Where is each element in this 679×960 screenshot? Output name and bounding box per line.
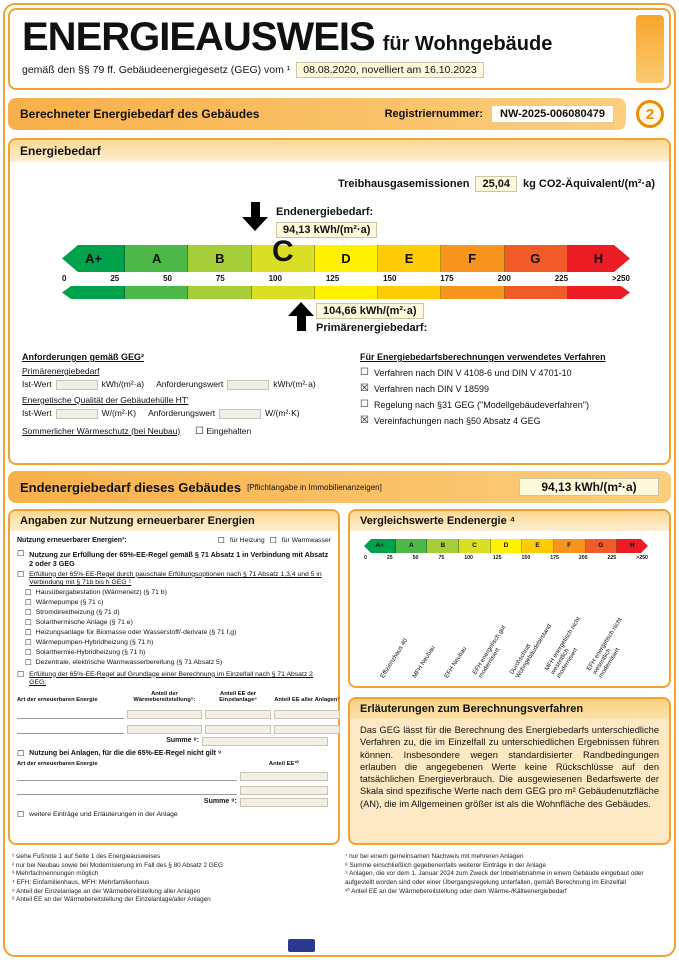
- checkbox-icon[interactable]: ☐: [17, 748, 25, 758]
- ee-single-field[interactable]: [205, 710, 271, 719]
- renewable-option[interactable]: [25, 639, 331, 647]
- ee-table-row: [17, 722, 331, 734]
- ee-all-field[interactable]: [274, 725, 340, 734]
- requirements-column: [22, 352, 337, 437]
- primary-requirement-heading: Primärenergiebedarf: [22, 366, 100, 376]
- checkbox-icon[interactable]: ☐: [17, 810, 25, 820]
- ghg-unit: kg CO2-Äquivalent/(m²·a): [522, 178, 655, 190]
- explanation-title: Erläuterungen zum Berechnungsverfahren: [360, 703, 584, 715]
- explanation-body: Das GEG lässt für die Berechnung des Energiebedarfs unterschiedliche Verfahren zu, die im Einzelfall zu unterschiedlichen Ergebnissen führen können. Insbesondere wegen standardisierter Randbedingungen erlauben die angegebenen Werte keine Rückschlüsse auf den tatsächlichen Energieverbrauch. Die ausgewiesenen Bedarfswerte der Skala sind spezifische Werte nach dem GEG pro m² Gebäudenutzfläche (AN), die im Allgemeinen größer ist als die Wohnfläche des Gebäudes.: [360, 725, 659, 809]
- option-label: Regelung nach §31 GEG ("Modellgebäudeverfahren"): [373, 400, 589, 410]
- option-label: Solarthermische Anlage (§ 71 e): [35, 619, 133, 627]
- energy-type-field[interactable]: [17, 784, 237, 795]
- energy-type-field[interactable]: [17, 708, 124, 719]
- ghg-value: 25,04: [475, 176, 517, 192]
- energy-scale: [62, 234, 630, 272]
- checkbox-icon[interactable]: ☐: [217, 536, 225, 546]
- energy-type-field[interactable]: [17, 770, 237, 781]
- ee-table-sum-row: [17, 737, 331, 746]
- checkbox-icon[interactable]: ☐: [25, 648, 32, 658]
- explanation-header: [350, 699, 669, 719]
- unit-label: W/(m²·K): [101, 407, 137, 418]
- section-renewables: [8, 509, 340, 845]
- class-f: F: [468, 251, 477, 266]
- notgilt-label: Nutzung bei Anlagen, für die die 65%-EE-Regel nicht gilt ⁹: [29, 749, 222, 757]
- renewables-title: Angaben zur Nutzung erneuerbarer Energien: [20, 515, 255, 527]
- ist-label: Ist-Wert: [22, 407, 52, 418]
- footnotes-right: [345, 853, 667, 896]
- law-date: 08.08.2020, novelliert am 16.10.2023: [296, 62, 483, 78]
- pauschal-label: Erfüllung der 65%-EE-Regel durch pauschale Erfüllungsoptionen nach § 71 Absatz 1,3,4 und 5 in Verbindung mit § 71b bis h GEG ⁵: [29, 570, 322, 587]
- option-label: Vereinfachungen nach §50 Absatz 4 GEG: [373, 416, 541, 426]
- class-c-current: C: [272, 234, 294, 268]
- ee-table-header: [17, 690, 340, 704]
- comparison-header: [350, 511, 669, 531]
- page-title: ENERGIEAUSWEIS: [22, 15, 375, 59]
- ist-ht-field[interactable]: [56, 409, 98, 419]
- primary-energy-scale: [62, 286, 630, 299]
- rule65-option[interactable]: [17, 550, 331, 568]
- comparison-title: Vergleichswerte Endenergie ⁴: [360, 515, 516, 527]
- ee-table-row: [17, 707, 331, 719]
- comparison-label: MFH energetisch nicht wesentlich modernisiert: [543, 615, 583, 680]
- registration-bar: [8, 98, 626, 130]
- checkbox-icon[interactable]: ☐: [25, 588, 32, 598]
- anforderung-ht-field[interactable]: [219, 409, 261, 419]
- method-option[interactable]: [360, 416, 660, 426]
- renewable-option[interactable]: [25, 629, 331, 637]
- endenergie-bar: [8, 471, 671, 503]
- sum-label: Summe ⁸:: [166, 737, 200, 744]
- footnote: ⁸ Summe einschließlich gegebenenfalls weiterer Einträge in der Anlage: [345, 861, 546, 869]
- class-g: G: [530, 251, 541, 266]
- endenergie-bar-note: [Pflichtangabe in Immobilienanzeigen]: [247, 482, 382, 492]
- ee-all-field[interactable]: [274, 710, 340, 719]
- option-label: Verfahren nach DIN V 18599: [373, 384, 490, 394]
- weitere-label: weitere Einträge und Erläuterungen in der Anlage: [29, 811, 178, 819]
- renewable-option[interactable]: [25, 609, 331, 617]
- col-energy-type: Art der erneuerbaren Energie: [17, 697, 98, 704]
- renewables-header: [10, 511, 338, 531]
- summer-checkbox-icon[interactable]: ☐: [195, 425, 204, 437]
- primaerenergie-value: 104,66 kWh/(m²·a): [316, 303, 424, 319]
- checkbox-icon[interactable]: ☐: [17, 569, 25, 579]
- primaerenergie-label: Primärenergiebedarf:: [316, 322, 428, 334]
- registration-number: NW-2025-006080479: [491, 105, 614, 123]
- ee-share-field[interactable]: [240, 772, 328, 781]
- ee-table2-row: [17, 783, 331, 795]
- checkbox-icon[interactable]: ☐: [25, 608, 32, 618]
- ee-share-field[interactable]: [240, 786, 328, 795]
- ee-table2-sum-row: [17, 798, 331, 807]
- page-number-badge: 2: [636, 100, 664, 128]
- footnotes-left: [12, 853, 334, 905]
- endenergie-arrow-icon: [242, 202, 268, 231]
- registration-label: Registriernummer:: [384, 108, 484, 120]
- energy-scale-ticks: 0 25 50 75 100 125 150 175 200 225 >250: [62, 274, 630, 283]
- footnote: ¹⁰ Anteil EE an der Wärmebereitstellung oder dem Wärme-/Kälteenergiebedarf: [345, 887, 567, 895]
- method-option[interactable]: [360, 368, 660, 378]
- heat-share-field[interactable]: [127, 710, 202, 719]
- einzelfall-label: Erfüllung der 65%-EE-Regel auf Grundlage einer Berechnung im Einzelfall nach § 71 Absatz 2 GEG:: [29, 670, 313, 687]
- col-ee-share: Anteil EE¹⁰: [268, 760, 299, 767]
- renewable-option[interactable]: [25, 619, 331, 627]
- envelope-heading: Energetische Qualität der Gebäudehülle HT': [22, 394, 189, 405]
- comparison-scale-ticks: 0 25 50 75 100 125 150 175 200 225 >250: [364, 555, 648, 561]
- option-label: Stromdirektheizung (§ 71 d): [35, 609, 120, 617]
- col-ee-all: Anteil EE aller Anlagen⁷: [274, 697, 340, 704]
- footnote: ⁶ Anteil EE an der Wärmebereitstellung der Einzelanlage/aller Anlagen: [12, 896, 211, 904]
- class-e: E: [404, 251, 414, 266]
- ist-value-field[interactable]: [56, 380, 98, 390]
- comparison-label: EFH energetisch gut modernisiert: [471, 624, 508, 680]
- unit-label: kWh/(m²·a): [273, 379, 316, 389]
- comparison-label: Durchschnitt Wohngebäudebestand: [508, 623, 554, 680]
- checkbox-icon[interactable]: ☐: [25, 658, 32, 668]
- endenergie-value: 94,13 kWh/(m²·a): [276, 222, 377, 238]
- checkbox-icon[interactable]: ☐: [25, 618, 32, 628]
- checkbox-icon[interactable]: ☒: [360, 415, 369, 426]
- footnote: ³ Mehrfachnennungen möglich: [12, 870, 99, 878]
- summer-option-label: Eingehalten: [206, 425, 252, 436]
- checkbox-icon[interactable]: ☐: [17, 548, 25, 558]
- method-title: Für Energiebedarfsberechnungen verwendetes Verfahren: [360, 352, 606, 362]
- energiebedarf-header: [10, 140, 669, 162]
- usage-option-heizung: für Heizung: [229, 537, 265, 545]
- class-d: D: [341, 251, 351, 266]
- option-label: Solarthermie-Hybridheizung (§ 71 h): [35, 649, 146, 657]
- section-comparison: [348, 509, 671, 688]
- footnote: ² nur bei Neubau sowie bei Modernisierung im Fall des § 80 Absatz 2 GEG: [12, 861, 223, 869]
- ee-table2-row: [17, 769, 331, 781]
- endenergie-bar-title: Endenergiebedarf dieses Gebäudes: [20, 479, 242, 495]
- header: [8, 8, 671, 90]
- usage-option-warmwasser: für Warmwasser: [281, 537, 331, 545]
- ghg-label: Treibhausgasemissionen: [338, 178, 470, 190]
- publisher-badge: [288, 939, 315, 952]
- sum-field[interactable]: [202, 737, 328, 746]
- footnote: ⁵ Anteil der Einzelanlage an der Wärmebereitstellung aller Anlagen: [12, 887, 201, 895]
- checkbox-icon[interactable]: ☐: [25, 628, 32, 638]
- endenergie-bar-value: 94,13 kWh/(m²·a): [519, 478, 659, 496]
- comparison-label: EFH Neubau: [443, 645, 469, 680]
- footnote: ⁴ EFH: Einfamilienhaus, MFH: Mehrfamilienhaus: [12, 878, 150, 886]
- comparison-label: Effizienzhaus 40: [379, 637, 410, 680]
- renewable-option[interactable]: [25, 659, 331, 667]
- class-a-plus: A+: [85, 251, 103, 266]
- option-label: Hausübergabestation (Wärmenetz) (§ 71 b): [35, 589, 167, 597]
- summer-protection-label: Sommerlicher Wärmeschutz (bei Neubau): [22, 425, 181, 436]
- renewable-option[interactable]: [25, 649, 331, 657]
- law-reference: gemäß den §§ 79 ff. Gebäudeenergiegesetz (GEG) vom ¹: [22, 64, 291, 76]
- footnote: ⁹ Anlagen, die vor dem 1. Januar 2024 zum Zweck der Inbetriebnahme in einem Gebäude eingebaut oder aufgestellt worden sind oder einer Übergangsregelung unterfallen, gemäß Berechnung im Einzelfall: [345, 870, 644, 886]
- comparison-label: MFH Neubau: [411, 644, 437, 680]
- notgilt-option[interactable]: [17, 750, 331, 759]
- class-a: A: [151, 251, 162, 266]
- unit-label: kWh/(m²·a): [101, 379, 145, 389]
- weitere-option[interactable]: [17, 811, 331, 819]
- anforderung-label: Anforderungswert: [148, 407, 216, 418]
- energiebedarf-title: Energiebedarf: [20, 144, 101, 158]
- comparison-scale: A+ A B C D E F G H: [364, 539, 648, 553]
- heat-share-field[interactable]: [127, 725, 202, 734]
- col-energy-type: Art der erneuerbaren Energie: [17, 760, 98, 767]
- renewable-option[interactable]: [25, 589, 331, 597]
- checkbox-icon[interactable]: ☐: [25, 598, 32, 608]
- comparison-label: EFH energetisch nicht wesentlich modernisiert: [585, 616, 624, 680]
- method-option[interactable]: [360, 384, 660, 394]
- sum-field[interactable]: [240, 798, 328, 807]
- ist-label: Ist-Wert: [22, 379, 52, 389]
- method-option[interactable]: [360, 400, 660, 410]
- header-accent-band: [636, 15, 664, 83]
- primaerenergie-arrow-icon: [288, 302, 314, 331]
- requirements-title: Anforderungen gemäß GEG²: [22, 352, 145, 362]
- usage-label: Nutzung erneuerbarer Energien³:: [17, 537, 127, 544]
- section-explanation: [348, 697, 671, 845]
- section-energiebedarf: [8, 138, 671, 465]
- ee-single-field[interactable]: [205, 725, 271, 734]
- pauschal-option[interactable]: [17, 571, 331, 588]
- col-heat-share: Anteil der Wärmebereitstellung⁵:: [133, 690, 196, 704]
- option-label: Heizungsanlage für Biomasse oder Wasserstoff/-derivate (§ 71 f,g): [35, 629, 237, 637]
- method-column: [360, 352, 660, 426]
- checkbox-icon[interactable]: ☐: [360, 399, 369, 410]
- anforderung-value-field[interactable]: [227, 380, 269, 390]
- footnote: ¹ siehe Fußnote 1 auf Seite 1 des Energieausweises: [12, 853, 161, 860]
- energy-scale-classes: [62, 234, 630, 272]
- endenergie-label: Endenergiebedarf:: [276, 206, 374, 218]
- checkbox-icon[interactable]: ☐: [17, 669, 25, 679]
- class-b: B: [215, 251, 225, 266]
- class-h: H: [593, 251, 604, 266]
- rule65-label: Nutzung zur Erfüllung der 65%-EE-Regel gemäß § 71 Absatz 1 in Verbindung mit Absatz 2 oder 3 GEG: [29, 549, 329, 568]
- section-title: Berechneter Energiebedarf des Gebäudes: [20, 107, 260, 121]
- footnote: ⁷ nur bei einem gemeinsamen Nachweis mit mehreren Anlagen: [345, 853, 524, 860]
- option-label: Dezentrale, elektrische Warmwasserbereitung (§ 71 Absatz 5): [35, 659, 223, 667]
- energy-type-field[interactable]: [17, 723, 124, 734]
- checkbox-icon[interactable]: ☒: [360, 383, 369, 394]
- ee-table2-header: [17, 761, 331, 768]
- page-subtitle: für Wohngebäude: [382, 33, 553, 55]
- ghg-row: [338, 176, 655, 192]
- checkbox-icon[interactable]: ☐: [360, 367, 369, 378]
- checkbox-icon[interactable]: ☐: [269, 536, 277, 546]
- anforderung-label: Anforderungswert: [156, 379, 224, 389]
- option-label: Wärmepumpen-Hybridheizung (§ 71 h): [35, 639, 154, 647]
- col-ee-single: Anteil EE der Einzelanlage⁶: [219, 690, 257, 704]
- checkbox-icon[interactable]: ☐: [25, 638, 32, 648]
- sum-label: Summe ⁸:: [203, 798, 237, 806]
- option-label: Verfahren nach DIN V 4108-6 und DIN V 4701-10: [373, 368, 572, 378]
- renewable-option[interactable]: [25, 599, 331, 607]
- comparison-labels: [364, 563, 663, 684]
- einzelfall-option[interactable]: [17, 671, 331, 688]
- option-label: Wärmepumpe (§ 71 c): [35, 599, 104, 607]
- unit-label: W/(m²·K): [265, 407, 300, 418]
